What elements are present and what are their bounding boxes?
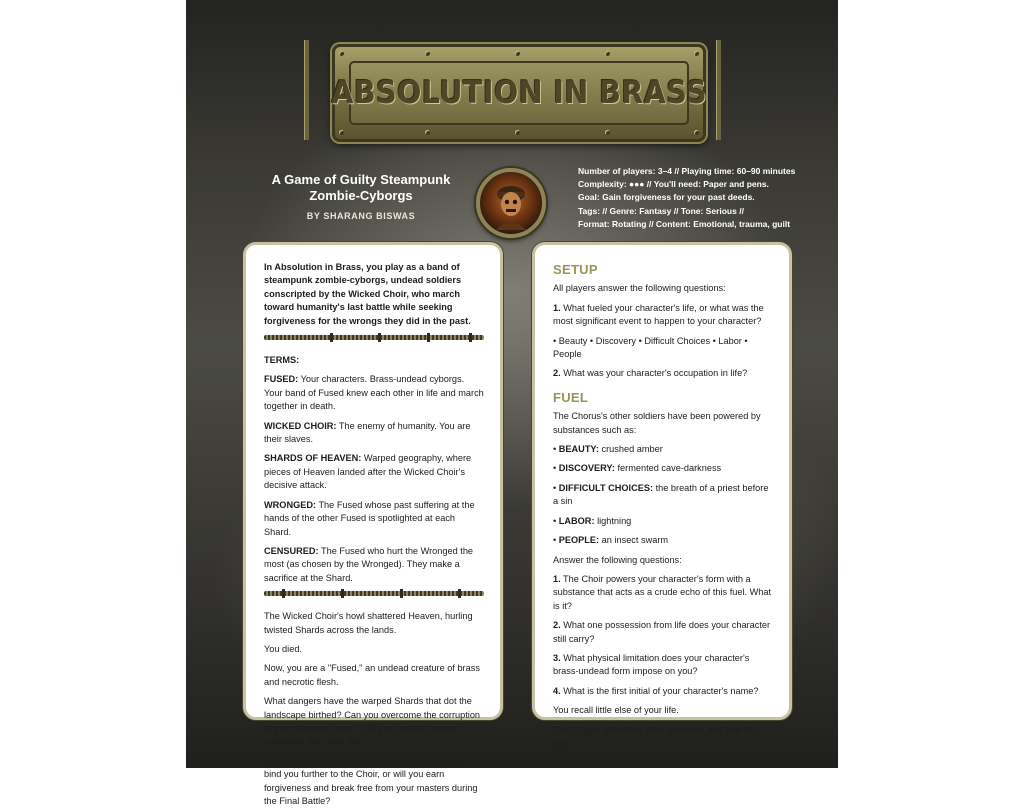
rivet (515, 51, 520, 56)
info-format: Format: Rotating // Content: Emotional, trauma, guilt (578, 218, 791, 229)
info-tags: Tags: // Genre: Fantasy // Tone: Serious // (578, 205, 744, 216)
question-number: 2. (553, 620, 561, 631)
story-paragraph: The Wicked Choir's howl shattered Heaven, hurling twisted Shards across the lands. (264, 611, 473, 635)
fuel-options: • Beauty • Discovery • Difficult Choices • Labor • People (553, 335, 748, 360)
closing-paragraph: You recall little else of your life. (553, 705, 679, 716)
term-name: WRONGED: (264, 499, 317, 510)
title-plate-inner (331, 61, 707, 125)
term-name: WICKED CHOIR: (264, 420, 337, 431)
terms-heading: TERMS: (264, 355, 300, 366)
info-players: Number of players: 3–4 // Playing time: 60–90 minutes (578, 166, 796, 176)
fuel-text: lightning (594, 515, 632, 526)
story-paragraph: Now, you are a "Fused," an undead creature of brass and necrotic flesh. (264, 663, 480, 687)
question-number: 4. (553, 685, 561, 696)
question-number: 3. (553, 652, 561, 663)
question-number: 1. (553, 573, 561, 584)
fuel-name: DIFFICULT CHOICES: (558, 482, 654, 493)
question-number: 2. (553, 368, 561, 379)
rivet (605, 51, 610, 56)
rivet (425, 51, 430, 56)
question-text: What one possession from life does your character still carry? (553, 620, 771, 644)
rivet (694, 130, 699, 135)
fuel-question (553, 685, 773, 698)
term-item (264, 452, 484, 492)
fuel-text: crushed amber (598, 444, 663, 455)
question-text: What fueled your character's life, or what was the most significant event to happen to your character? (553, 302, 764, 327)
fuel-name: LABOR: (558, 515, 595, 526)
term-item (264, 373, 484, 413)
pipe-left (304, 40, 309, 140)
question-number: 1. (553, 302, 561, 313)
rivet (515, 130, 520, 135)
setup-question-1 (553, 302, 773, 329)
term-text: The enemy of humanity. You are their slaves. (264, 420, 471, 445)
term-text: The Fused whose past suffering at the hands of the other Fused is spotlighted at each Shard. (264, 499, 475, 537)
page-background (186, 0, 838, 806)
rivet (339, 130, 344, 135)
question-text: What is the first initial of your character's name? (560, 685, 759, 696)
byline: BY SHARANG BISWAS (306, 211, 416, 221)
title-plate (332, 44, 706, 142)
pipe-right (716, 40, 721, 140)
fuel-item: • PEOPLE: an insect swarm (553, 535, 669, 546)
fuel-item: • DIFFICULT CHOICES: the breath of a priest before a sin (553, 482, 769, 507)
story-paragraph: What dangers have the warped Shards that dot the landscape birthed? Can you overcome the corruption of your decaying body? Will you unearth terrible memories from your life? (264, 696, 481, 747)
closing-paragraph: Each player describes their character and how they look. (553, 724, 762, 748)
fuel-question (553, 573, 773, 613)
fuel-item: • LABOR: lightning (553, 515, 632, 526)
fuel-text: the breath of a priest before a sin (553, 482, 769, 507)
term-name: FUSED: (264, 374, 299, 385)
rivet (425, 130, 430, 135)
fuel-intro: The Chorus's other soldiers have been powered by substances such as: (553, 411, 761, 435)
answer-intro: Answer the following questions: (553, 554, 682, 565)
rope-divider (264, 591, 484, 596)
subtitle-text: A Game of Guilty Steampunk Zombie-Cyborgs (271, 172, 451, 203)
fuel-item: • BEAUTY: crushed amber (553, 444, 663, 455)
question-text: What was your character's occupation in life? (560, 368, 748, 379)
term-item (264, 420, 484, 447)
term-item (264, 499, 484, 539)
term-item (264, 545, 484, 585)
left-panel (243, 242, 503, 806)
term-name: CENSURED: (264, 545, 319, 556)
question-text: What physical limitation does your character's brass-undead form impose on you? (553, 652, 750, 677)
question-text: The Choir powers your character's form with a substance that acts as a crude echo of this fuel. What is it? (553, 573, 772, 611)
right-panel (532, 242, 792, 748)
rope-divider (264, 335, 484, 340)
fuel-name: DISCOVERY: (558, 463, 615, 474)
setup-intro: All players answer the following questions: (553, 283, 726, 294)
rivet (605, 130, 610, 135)
term-text: Warped geography, where pieces of Heaven landed after the Wicked Choir's decisive attack. (264, 453, 472, 491)
page-title: ABSOLUTION IN BRASS (331, 75, 707, 111)
story-paragraph: And will these memories of guilt, shame, and pain bind you further to the Choir, or will you earn forgiveness and break free from your masters during the Final Battle? (264, 755, 478, 806)
setup-question-2 (553, 367, 773, 380)
fuel-name: BEAUTY: (558, 444, 599, 455)
info-complexity: Complexity: ●●● // You'll need: Paper and pens. (578, 179, 769, 190)
intro-paragraph: In Absolution in Brass, you play as a band of steampunk zombie-cyborgs, undead soldiers conscripted by the Wicked Choir, who march toward humanity's last battle while seeking forgiveness for the wrongs they did in the past. (264, 262, 471, 326)
zombie-soldier-icon (476, 168, 546, 238)
info-goal: Goal: Gain forgiveness for your past deeds. (578, 192, 755, 203)
game-info (578, 165, 796, 231)
rivet (339, 51, 344, 56)
setup-heading: SETUP (553, 262, 598, 277)
story-paragraph: You died. (264, 643, 302, 654)
fuel-text: an insect swarm (599, 535, 669, 546)
fuel-name: PEOPLE: (558, 535, 600, 546)
fuel-text: fermented cave-darkness (614, 463, 722, 474)
game-subtitle (266, 172, 456, 224)
fuel-question (553, 619, 773, 646)
rivet (694, 51, 699, 56)
fuel-question (553, 652, 773, 679)
term-text: Your characters. Brass-undead cyborgs. Your band of Fused knew each other in life and march together in death. (264, 374, 484, 412)
fuel-heading: FUEL (553, 389, 589, 405)
term-text: The Fused who hurt the Wronged the most (as chosen by the Wronged). They make a sacrifice at the Shard. (264, 545, 474, 583)
term-name: SHARDS OF HEAVEN: (264, 453, 362, 464)
fuel-item: • DISCOVERY: fermented cave-darkness (553, 463, 722, 474)
